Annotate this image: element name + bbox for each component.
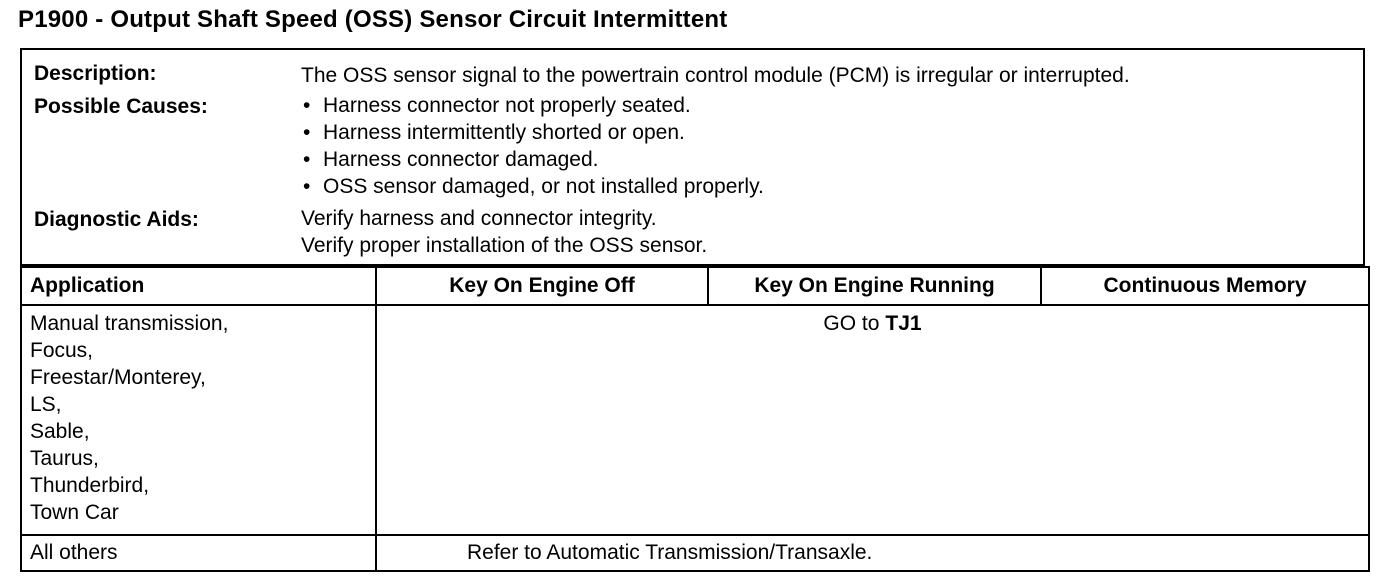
action-cell: [376, 305, 1369, 535]
aid-line: Verify proper installation of the OSS sensor.: [301, 234, 708, 257]
cause-item: • Harness connector not properly seated.: [301, 92, 764, 119]
aid-line: Verify harness and connector integrity.: [301, 207, 657, 230]
cause-item: • Harness intermittently shorted or open.: [301, 119, 764, 146]
header-key-on-engine-running: Key On Engine Running: [708, 267, 1041, 305]
application-table: [20, 266, 1370, 572]
application-item: Focus,: [30, 339, 94, 362]
description-text: The OSS sensor signal to the powertrain control module (PCM) is irregular or interrupted.: [301, 64, 1130, 87]
header-key-on-engine-off: Key On Engine Off: [376, 267, 708, 305]
action-cell: [376, 535, 1369, 571]
header-continuous-memory: Continuous Memory: [1041, 267, 1369, 305]
cause-item: • OSS sensor damaged, or not installed properly.: [301, 173, 764, 200]
goto-text: GO to: [823, 312, 880, 335]
application-item: Freestar/Monterey,: [30, 366, 206, 389]
page-title: P1900 - Output Shaft Speed (OSS) Sensor Circuit Intermittent: [18, 6, 728, 33]
possible-causes-list: [301, 92, 764, 200]
table-header-row: [21, 267, 1369, 305]
application-item: Town Car: [30, 501, 119, 524]
goto-target: TJ1: [885, 312, 922, 335]
application-item: Thunderbird,: [30, 474, 150, 497]
description-label: Description:: [34, 62, 157, 85]
application-item: LS,: [30, 393, 62, 416]
application-item: Manual transmission,: [30, 312, 229, 335]
possible-causes-label: Possible Causes:: [34, 95, 208, 118]
header-application: Application: [21, 267, 376, 305]
cause-item: • Harness connector damaged.: [301, 146, 764, 173]
application-cell: [21, 535, 376, 571]
refer-text: Refer to Automatic Transmission/Transaxle.: [467, 541, 873, 564]
application-cell: [21, 305, 376, 535]
application-item: Taurus,: [30, 447, 99, 470]
table-row: [21, 305, 1369, 535]
info-box: [20, 48, 1365, 266]
application-item: Sable,: [30, 420, 90, 443]
diagnostic-aids-text: [301, 205, 707, 259]
diagnostic-aids-label: Diagnostic Aids:: [34, 208, 199, 231]
table-row: [21, 535, 1369, 571]
application-item: All others: [30, 541, 118, 564]
